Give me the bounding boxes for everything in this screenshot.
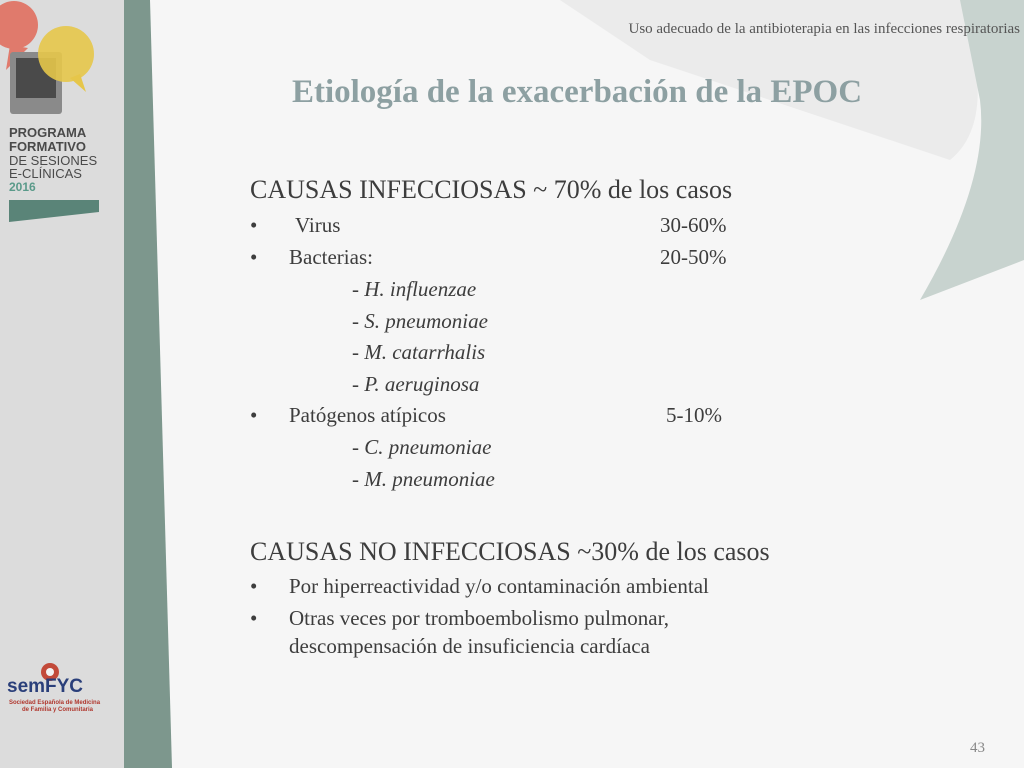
item-label: descompensación de insuficiencia cardíaca (289, 634, 650, 658)
item-value: 5-10% (666, 403, 722, 427)
program-line-3: DE SESIONES (9, 153, 98, 168)
atypical-item: - C. pneumoniae (352, 435, 492, 459)
infectious-heading: CAUSAS INFECCIOSAS ~ 70% de los casos (250, 175, 733, 204)
item-value: 20-50% (660, 245, 727, 269)
bacteria-item: - H. influenzae (352, 277, 477, 301)
page-number: 43 (970, 740, 985, 756)
org-logo-text: semFYC (7, 676, 84, 697)
sidebar-bg (0, 0, 124, 768)
item-label: Virus (295, 213, 341, 237)
item-label: Por hiperreactividad y/o contaminación ambiental (289, 574, 709, 598)
item-value: 30-60% (660, 213, 727, 237)
bullet: • (250, 213, 258, 237)
org-subtitle-1: Sociedad Española de Medicina (9, 700, 101, 706)
presentation-subtitle: Uso adecuado de la antibioterapia en las infecciones respiratorias (628, 21, 1020, 37)
bacteria-item: - S. pneumoniae (352, 309, 488, 333)
org-subtitle-2: de Familia y Comunitaria (22, 707, 94, 713)
bullet: • (250, 606, 258, 630)
yellow-bubble-icon (38, 26, 94, 82)
bacteria-item: - P. aeruginosa (352, 372, 480, 396)
program-line-4: E-CLÍNICAS (9, 166, 82, 181)
bullet: • (250, 403, 258, 427)
item-label: Otras veces por tromboembolismo pulmonar, (289, 606, 669, 630)
item-label: Patógenos atípicos (289, 403, 446, 427)
item-label: Bacterias: (289, 245, 373, 269)
bacteria-item: - M. catarrhalis (352, 340, 486, 364)
program-year: 2016 (9, 180, 36, 194)
non-infectious-heading: CAUSAS NO INFECCIOSAS ~30% de los casos (250, 537, 770, 566)
program-line-1: PROGRAMA (9, 125, 87, 140)
bullet: • (250, 574, 258, 598)
bullet: • (250, 245, 258, 269)
atypical-item: - M. pneumoniae (352, 467, 495, 491)
slide-title: Etiología de la exacerbación de la EPOC (291, 74, 863, 110)
program-line-2: FORMATIVO (9, 139, 87, 154)
